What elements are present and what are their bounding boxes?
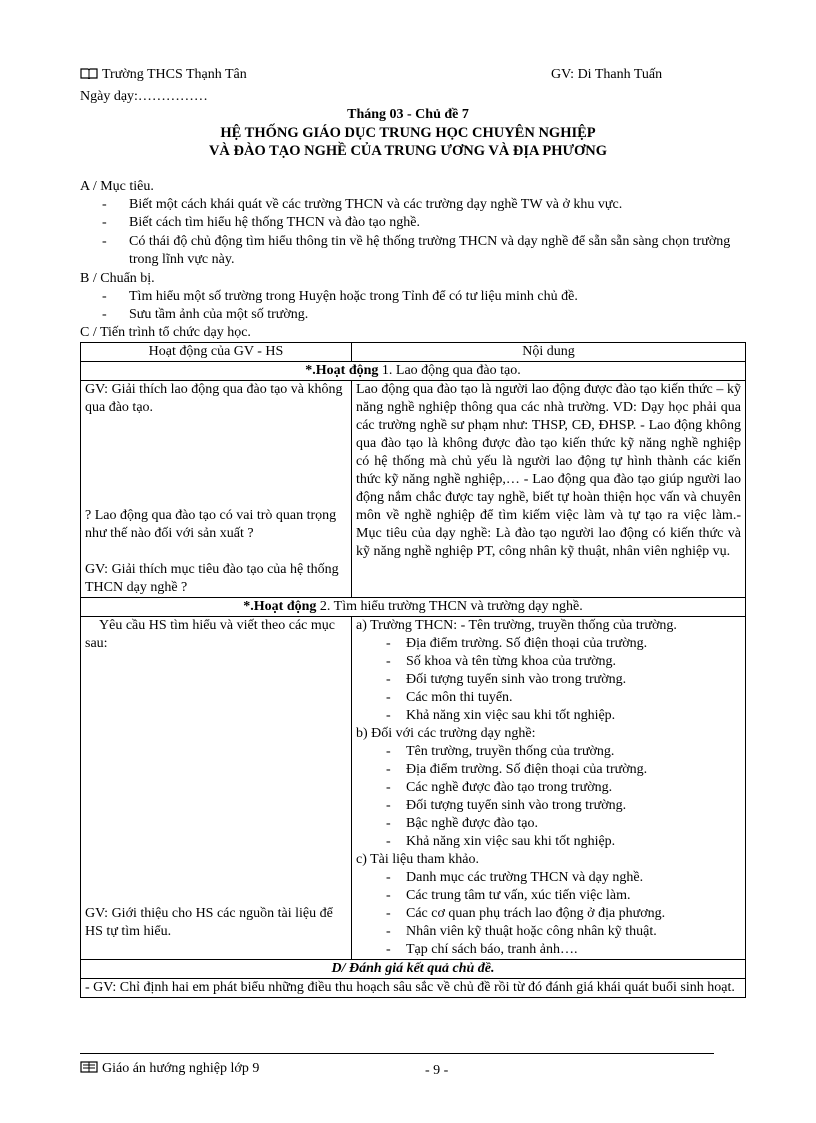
activity-1-teacher-cell: [81, 381, 352, 598]
activity-1-content-row: [81, 381, 746, 598]
list-heading: c) Tài liệu tham khảo.: [356, 852, 479, 867]
list-item: - Khả năng xin việc sau khi tốt nghiệp.: [356, 833, 741, 851]
list-item: - Các nghề được đào tạo trong trường.: [356, 779, 741, 797]
book-icon: [80, 67, 98, 79]
col-header-activities: Hoạt động của GV - HS: [81, 343, 352, 362]
list-item: - Số khoa và tên từng khoa của trường.: [356, 653, 741, 671]
section-a-heading: A / Mục tiêu.: [80, 179, 154, 194]
list-item: - Danh mục các trường THCN và dạy nghề.: [356, 869, 741, 887]
school-name: Trường THCS Thạnh Tân: [102, 67, 247, 82]
references-list: [356, 869, 741, 959]
page-number: - 9 -: [425, 1063, 449, 1078]
list-item: - Bậc nghề được đào tạo.: [356, 815, 741, 833]
list-item: - Địa điểm trường. Số điện thoại của trường.: [356, 635, 741, 653]
activity-1-content-cell: Lao động qua đào tạo là người lao động được đào tạo kiến thức – kỹ năng nghề nghiệp thông qua các nhà trường. VD: Dạy học phải qua các trường nghề sư phạm như: THSP, CĐ, ĐHSP. - Lao động không qua đào tạo là không được đào tạo kiến thức kỹ năng nghề nghiệp có hệ thống mà chủ yếu là người lao động tự hình thành các kiến thức kỹ năng nghề nghiệp,… - Lao động qua đào tạo giúp người lao động nắm chắc được tay nghề, biết tự hoàn thiện học vấn và chuyên môn về nghề nghiệp để tìm kiếm việc làm và tự tạo ra việc làm.- Mục tiêu của dạy nghề: Là đào tạo người lao động có kiến thức và kỹ năng nghề nghiệp PT, công nhân kỹ thuật, nhân viên nghiệp vụ.: [352, 381, 746, 598]
teacher-note: GV: Giải thích lao động qua đào tạo và không qua đào tạo.: [85, 382, 343, 415]
activity-2-teacher-cell: [81, 617, 352, 960]
section-d-heading: D/ Đánh giá kết quả chủ đề.: [81, 960, 746, 979]
activity-2-content-cell: [352, 617, 746, 960]
teacher-note: GV: Giải thích mục tiêu đào tạo của hệ thống THCN dạy nghề ?: [85, 562, 339, 595]
teacher-note: GV: Giới thiệu cho HS các nguồn tài liệu để HS tự tìm hiểu.: [85, 906, 333, 939]
activity-2-heading: *.Hoạt động 2. Tìm hiểu trường THCN và trường dạy nghề.: [81, 598, 746, 617]
page-title-line-1: HỆ THỐNG GIÁO DỤC TRUNG HỌC CHUYÊN NGHIỆP: [220, 125, 596, 141]
section-c-heading: C / Tiến trình tổ chức dạy học.: [80, 325, 251, 340]
student-task: Yêu cầu HS tìm hiểu và viết theo các mục sau:: [85, 618, 335, 651]
activity-1-heading: *.Hoạt động 1. Lao động qua đào tạo.: [81, 362, 746, 381]
document-icon: [80, 1061, 98, 1073]
page-title-line-2: VÀ ĐÀO TẠO NGHỀ CỦA TRUNG ƯƠNG VÀ ĐỊA PHƯƠNG: [208, 143, 608, 159]
list-item: - Địa điểm trường. Số điện thoại của trường.: [356, 761, 741, 779]
teacher-name: GV: Di Thanh Tuấn: [551, 67, 663, 82]
teacher-question: ? Lao động qua đào tạo có vai trò quan trọng như thế nào đối với sản xuất ?: [85, 508, 337, 541]
section-d-content-row: [81, 979, 746, 998]
lesson-table: [80, 342, 746, 998]
vocational-list: [356, 743, 741, 851]
list-item: - Khả năng xin việc sau khi tốt nghiệp.: [356, 707, 741, 725]
month-topic-title: Tháng 03 - Chủ đề 7: [347, 107, 469, 122]
list-item: - Tên trường, truyền thống của trường.: [356, 743, 741, 761]
section-b-heading: B / Chuẩn bị.: [80, 271, 155, 286]
list-item: - Các trung tâm tư vấn, xúc tiến việc làm.: [356, 887, 741, 905]
footer-title: Giáo án hướng nghiệp lớp 9: [102, 1061, 260, 1076]
list-item: - Các môn thi tuyển.: [356, 689, 741, 707]
list-item: - Đối tượng tuyển sinh vào trong trường.: [356, 671, 741, 689]
thcn-list: [356, 635, 741, 725]
list-heading: a) Trường THCN: - Tên trường, truyền thống của trường.: [356, 618, 677, 633]
activity-2-row: [81, 598, 746, 617]
date-label: Ngày dạy:……………: [80, 89, 208, 104]
footer-divider: [80, 1053, 714, 1054]
list-item: - Nhân viên kỹ thuật hoặc công nhân kỹ thuật.: [356, 923, 741, 941]
list-heading: b) Đối với các trường dạy nghề:: [356, 726, 536, 741]
list-item: - Đối tượng tuyển sinh vào trong trường.: [356, 797, 741, 815]
section-d-row: [81, 960, 746, 979]
school-header: [80, 66, 247, 84]
col-header-content: Nội dung: [352, 343, 746, 362]
activity-2-content-row: [81, 617, 746, 960]
table-header-row: [81, 343, 746, 362]
footer-left: [80, 1060, 259, 1078]
list-item: - Tạp chí sách báo, tranh ảnh….: [356, 941, 741, 959]
activity-1-row: [81, 362, 746, 381]
list-item: - Các cơ quan phụ trách lao động ở địa phương.: [356, 905, 741, 923]
section-d-content: - GV: Chỉ định hai em phát biểu những điều thu hoạch sâu sắc về chủ đề rồi từ đó đánh giá khái quát buổi sinh hoạt.: [81, 979, 746, 998]
